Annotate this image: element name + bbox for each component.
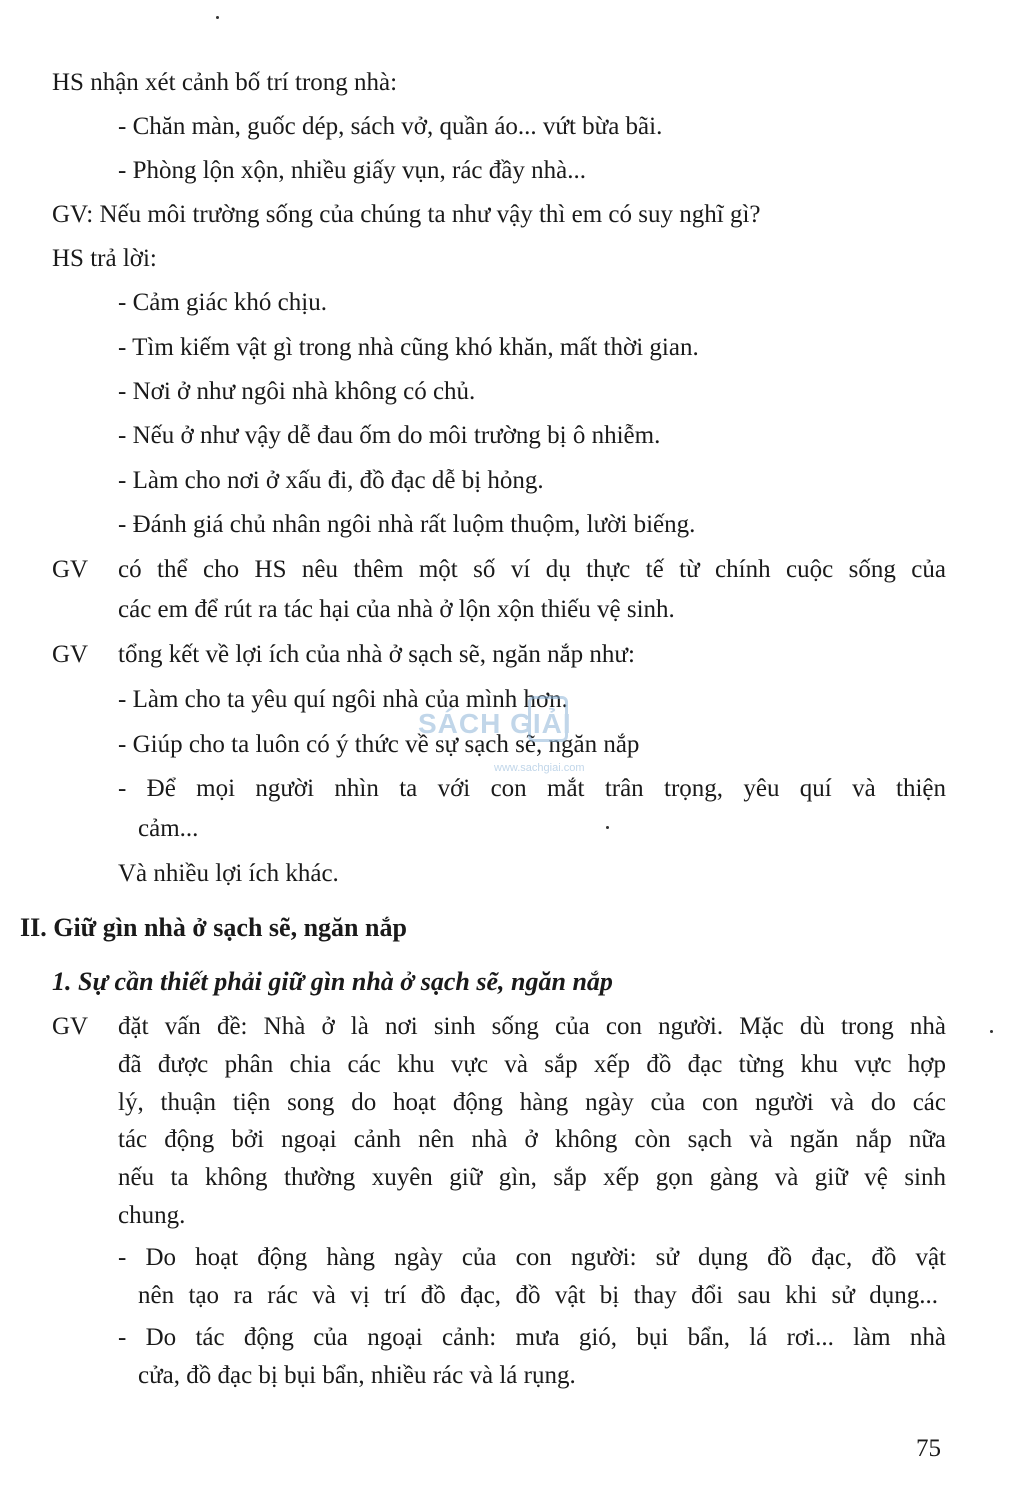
- paragraph-line: tác động bởi ngoại cảnh nên nhà ở không còn sạch và ngăn nắp nữa: [118, 1126, 946, 1153]
- paragraph-line: lý, thuận tiện song do hoạt động hàng ngày của con người và do các: [118, 1089, 946, 1116]
- subsection-heading: 1. Sự cần thiết phải giữ gìn nhà ở sạch sẽ, ngăn nắp: [52, 967, 613, 996]
- watermark-text: SÁCH GIẢI: [418, 708, 572, 739]
- paragraph-line: đặt vấn đề: Nhà ở là nơi sinh sống của con người. Mặc dù trong nhà: [118, 1013, 946, 1040]
- bullet-line: - Làm cho nơi ở xấu đi, đồ đạc dễ bị hỏng.: [118, 467, 544, 494]
- text-line: HS trả lời:: [52, 245, 157, 272]
- paragraph-line: các em để rút ra tác hại của nhà ở lộn xộn thiếu vệ sinh.: [118, 596, 675, 623]
- bullet-continuation: cửa, đồ đạc bị bụi bẩn, nhiều rác và lá rụng.: [138, 1362, 576, 1389]
- bullet-line: - Giúp cho ta luôn có ý thức về sự sạch sẽ, ngăn nắp: [118, 731, 640, 758]
- paragraph-line: có thể cho HS nêu thêm một số ví dụ thực tế từ chính cuộc sống của: [118, 556, 946, 583]
- scan-speck: [990, 1030, 993, 1033]
- section-heading: II. Giữ gìn nhà ở sạch sẽ, ngăn nắp: [20, 913, 407, 942]
- bullet-line: - Tìm kiếm vật gì trong nhà cũng khó khăn, mất thời gian.: [118, 334, 699, 361]
- page-number: 75: [916, 1435, 941, 1462]
- paragraph-line: tổng kết về lợi ích của nhà ở sạch sẽ, ngăn nắp như:: [118, 641, 635, 668]
- text-line: GV: Nếu môi trường sống của chúng ta như vậy thì em có suy nghĩ gì?: [52, 201, 761, 228]
- speaker-label: GV: [52, 1013, 89, 1040]
- scan-speck: [216, 16, 219, 19]
- bullet-line: - Nơi ở như ngôi nhà không có chủ.: [118, 378, 476, 405]
- bullet-line: - Phòng lộn xộn, nhiều giấy vụn, rác đầy nhà...: [118, 157, 586, 184]
- bullet-line: - Đánh giá chủ nhân ngôi nhà rất luộm thuộm, lười biếng.: [118, 511, 696, 538]
- bullet-line: - Làm cho ta yêu quí ngôi nhà của mình hơn.: [118, 686, 568, 713]
- bullet-line: - Cảm giác khó chịu.: [118, 289, 327, 316]
- speaker-label: GV: [52, 556, 89, 583]
- paragraph-line: nếu ta không thường xuyên giữ gìn, sắp xếp gọn gàng và giữ vệ sinh: [118, 1164, 946, 1191]
- bullet-line: - Để mọi người nhìn ta với con mắt trân trọng, yêu quí và thiện: [118, 775, 946, 802]
- speaker-label: GV: [52, 641, 89, 668]
- scan-speck: [606, 826, 609, 829]
- bullet-continuation: nên tạo ra rác và vị trí đồ đạc, đồ vật bị thay đổi sau khi sử dụng...: [138, 1282, 938, 1309]
- paragraph-line: đã được phân chia các khu vực và sắp xếp đồ đạc từng khu vực hợp: [118, 1051, 946, 1078]
- text-line: HS nhận xét cảnh bố trí trong nhà:: [52, 69, 398, 96]
- watermark-url: www.sachgiai.com: [494, 762, 585, 774]
- bullet-line: - Do hoạt động hàng ngày của con người: sử dụng đồ đạc, đồ vật: [118, 1244, 946, 1271]
- paragraph-line: chung.: [118, 1202, 186, 1229]
- bullet-line: - Chăn màn, guốc dép, sách vở, quần áo... vứt bừa bãi.: [118, 113, 663, 140]
- bullet-line: - Do tác động của ngoại cảnh: mưa gió, bụi bẩn, lá rơi... làm nhà: [118, 1324, 946, 1351]
- paragraph-line: Và nhiều lợi ích khác.: [118, 860, 339, 887]
- bullet-line: - Nếu ở như vậy dễ đau ốm do môi trường bị ô nhiễm.: [118, 422, 661, 449]
- bullet-continuation: cảm...: [138, 815, 199, 842]
